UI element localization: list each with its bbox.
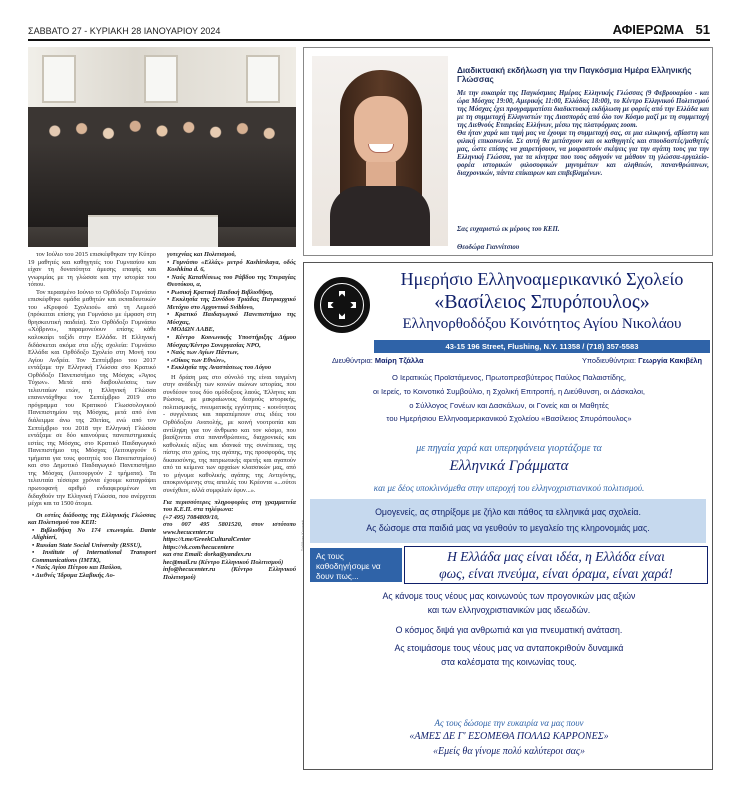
feature-title: Διαδικτυακή εκδήλωση για την Παγκόσμια Ημέρα Ελληνικής Γλώσσας: [457, 66, 692, 85]
article-paragraph: τον Ιούλιο του 2015 επισκέφθηκαν την Κύπρο 19 μαθητές και καθηγητές του Γυμνασίου και είχαν τη δυνατότητα άμεσης επαφής και γνωριμίας με τη γλώσσα και την ιστορία του τόπου.: [28, 251, 156, 289]
greeting-line: του Ημερήσιου Ελληνοαμερικανικού Σχολείου «Βασίλειος Σπυρόπουλος»: [386, 414, 632, 423]
school-address: 43-15 196 Street, Flushing, N.Y. 11358 / (718) 357-5583: [374, 340, 710, 353]
info-line: και στα Email: dorka@yandex.ru: [163, 551, 252, 559]
reverence-line: και με δέος υποκλινόμεθα στην υπεροχή του ελληνοχριστιανικού πολιτισμού.: [373, 483, 645, 493]
info-line: hec@mail.ru (Κέντρο Ελληνικού Πολιτισμού): [163, 558, 284, 566]
greeting-line: οι Ιερείς, το Κοινοτικό Συμβούλιο, η Σχολική Επιτροπή, η Διεύθυνση, οι Δάσκαλοι,: [372, 387, 646, 396]
list-item: • Russian State Social University (RSSU),: [32, 541, 142, 549]
issue-date: ΣΑΒΒΑΤΟ 27 - ΚΥΡΙΑΚΗ 28 ΙΑΝΟΥΑΡΙΟΥ 2024: [28, 26, 221, 36]
values-line: και των ελληνοχριστιανικών μας ιδεωδών.: [427, 605, 591, 615]
school-name-line-2: «Βασίλειος Σπυρόπουλος»: [434, 291, 650, 313]
info-heading: Για περισσότερες πληροφορίες στη γραμματεία του Κ.Ε.Π. στα τηλέφωνα:: [163, 498, 296, 514]
feature-body: [457, 90, 709, 179]
quote-line: Η Ελλάδα μας είναι ιδέα, η Ελλάδα είναι: [447, 549, 665, 564]
list-item: • Γυμνάσιο «Ελλάς» μετρό Kashirskaya, οδός Koshkina d. 6,: [167, 258, 296, 274]
school-advertisement: [303, 262, 713, 770]
values-line: στα καλέσματα της κοινωνίας τους.: [441, 657, 577, 667]
school-name-line-3: Ελληνορθοδόξου Κοινότητος Αγίου Νικολάου: [402, 316, 682, 332]
photo-crowd: [28, 107, 296, 227]
list-item: • Διεθνές Ίδρυμα Σλαβικής Λο-: [32, 571, 115, 579]
group-photo: [28, 47, 296, 247]
school-name-line-1: Ημερήσιο Ελληνοαμερικανικό Σχολείο: [400, 269, 684, 289]
closing-line: Ας τους δώσομε την ευκαιρία να μας πουν: [434, 718, 584, 728]
greeting-line: Ο Ιερατικώς Προϊστάμενος, Πρωτοπρεσβύτερος Παύλος Παλαιστίδης,: [391, 373, 627, 382]
section-header: [613, 22, 710, 37]
closing-translation: «Εμείς θα γίνομε πολύ καλύτεροι σας»: [433, 746, 585, 757]
photo-window: [144, 55, 178, 103]
school-seal-icon: [314, 277, 370, 333]
greeting-line: ο Σύλλογος Γονέων και Δασκάλων, οι Γονείς και οι Μαθητές: [409, 401, 609, 410]
feature-thanks: Σας ευχαριστώ εκ μέρους του ΚΕΠ.: [457, 226, 560, 233]
section-title: ΑΦΙΕΡΩΜΑ: [612, 22, 684, 37]
centers-heading: Οι εστίες διάδοσης της Ελληνικής Γλώσσας και Πολιτισμού του ΚΕΠ:: [28, 511, 156, 527]
info-line: στο 007 495 5801520, στον ιστότοπο www.hecucenter.ru: [163, 521, 296, 536]
appeal-line: Ομογενείς, ας στηρίξομε με ζήλο και πάθος τα ελληνικά μας σχολεία.: [375, 507, 641, 517]
greek-letters-heading: Ελληνικά Γράμματα: [449, 458, 569, 474]
values-line: Ας κάνομε τους νέους μας κοινωνούς των προγονικών μας αξιών: [382, 591, 636, 601]
appeal-box: [310, 499, 706, 543]
feature-paragraph: Θα ήταν χαρά και τιμή μας να έχουμε τη συμμετοχή σας, σε μια ειλικρινή, αβίαστη και φιλική επικοινωνία. Σε αυτή θα μετάσχουν και οι καθηγητές και σπουδαστές/μαθητές μας, ώστε επίσης να χαιρετήσουν, να μοιραστούν σκέψεις για την αγάπη τους για την Ελληνική Γλώσσα, για τα κίνητρα που τους οδηγούν να μάθουν τη γλώσσα-εργαλείο-φορέα ιστορικών φιλοσοφικών μηνυμάτων και αληθειών, πανανθρώπινων, διαχρονικών, πάντα επίκαιρων και επιβεβλημένων.: [457, 130, 709, 178]
photo-window: [42, 55, 76, 103]
info-line: info@hecucenter.ru (Κέντρο Ελληνικού Πολιτισμού): [163, 566, 296, 581]
list-item: • Ναός Καταθέσεως του Ράβδου της Υπεραγίας Θεοτόκου, α,: [167, 273, 296, 289]
director-name: Μαίρη Τζάλλα: [374, 356, 424, 365]
portrait-face: [354, 96, 408, 166]
list-item: • Κέντρο Κοινωνικής Υποστήριξης Δήμου Μόσχας/Κέντρο Συνεργασίας ΝΡΟ,: [167, 334, 296, 349]
article-column-2: [163, 251, 296, 582]
list-item: • Ναός των Αγίων Πάντων,: [167, 349, 239, 357]
list-item: • Ρωσική Κρατική Παιδική Βιβλιοθήκη,: [167, 288, 274, 296]
values-line: Ας ετοιμάσομε τους νέους μας να ανταποκριθούν δυναμικά: [394, 643, 624, 653]
photo-window: [246, 55, 280, 103]
list-item: • Εκκλησία της Αναστάσεως του Λόγου: [167, 364, 272, 372]
celebration-line: με πηγαία χαρά και υπερηφάνεια γιορτάζομε τα: [416, 443, 602, 454]
info-line: https://vk.com/hecucentere: [163, 543, 234, 551]
page-number: 51: [695, 22, 710, 37]
list-item: • Institute of International Transport Communications (IMTK),: [32, 549, 156, 564]
article-column-1: [28, 251, 156, 580]
director-label: Διευθύντρια:: [332, 356, 373, 365]
deputy-name: Γεωργία Κακιβέλη: [638, 356, 702, 365]
list-item: γοτεχνίας και Πολιτισμού,: [167, 251, 237, 258]
greece-quote: [404, 546, 708, 584]
article-paragraph: Η δράση μας στο σύνολό της είναι ταγμένη στην ανάδειξη των κοινών αιώνων ιστορίας, που συνδέουν τους δύο ομόδοξους λαούς, Έλληνες και Ρώσους, με μακραίωνους δεσμούς ιστορικής, πολιτισμικής, πνευματικής εγγύτητας - κοινότητας - συγγένειας και παραπέμπουν στις ιδέες του Ορθόδοξου Ανατολής, με κοινή νοοτροπία και αντίληψη για τον άνθρωπο και τον κόσμο, που βασίζονται στα πανανθρώπινες, διαχρονικές και καθολικές αξίες και ιδανικά της συνέπειας, της πίστης στο χρέος, της αγάπης, της προσφοράς, της δικαιοσύνης, της πατριωτικής αρετής και αγαπούν από τα κείμενα των αρχαίων κλασσικών μας, από το μήνυμα καθολικής αγάπης της Αντιγόνης, αποκρινόμενης στις απειλές του Κρέοντα «...ούτοι συνέχθειν, αλλά συμφιλείν έφυν...».: [163, 373, 296, 494]
header-rule: [28, 39, 710, 41]
list-item: • Κρατικό Παιδαγωγικό Πανεπιστήμιο της Μόσχας,: [167, 311, 296, 326]
portrait-clothing: [330, 186, 430, 246]
list-item: • Εκκλησία της Συνόδου Τριάδας Πατριαρχικό Μετόχιο στο Αρχοντικό Sviblovo,: [167, 296, 296, 311]
feature-signature: Θεοδώρα Γιαννίτσιου: [457, 244, 520, 251]
list-item: • Ναός Αγίου Πέτρου και Παύλου,: [32, 564, 122, 572]
info-line: (+7 495) 7084809/10,: [163, 513, 220, 521]
feature-paragraph: Με την ευκαιρία της Παγκόσμιας Ημέρας Ελληνικής Γλώσσας (9 Φεβρουαρίου - και ώρα Μόσχας 19:00, Αμερικής 11:00, Ελλάδας 18:00), το Κέντρο Ελληνικού Πολιτισμού της Μόσχας έχει προγραμματίσει διαδικτυακή εκδήλωση με φορείς από την Ελλάδα και με τη συμμετοχή Ελληνιστών της Διασποράς από όλο τον Κόσμο μαζί με τη συμμετοχή της Διεθνούς Εταιρείας Ελλήνων, μέσω της πλατφόρμας zoom.: [457, 90, 709, 130]
deputy-line: [582, 356, 702, 365]
list-item: • Βιβλιοθήκη Νο 174 επωνυμία. Dante Alighieri,: [32, 526, 156, 542]
values-line: Ο κόσμος διψά για ανθρωπιά και για πνευματική ανάταση.: [395, 625, 623, 635]
list-item: • «Οίκος των Εθνών»,: [167, 356, 226, 364]
info-line: https://t.me/GreekCulturalCenter: [163, 536, 251, 544]
author-portrait: [312, 56, 448, 246]
closing-motto: «ΑΜΕΣ ΔΕ Γ' ΕΣΟΜΕΘΑ ΠΟΛΛΩ ΚΑΡΡΟΝΕΣ»: [409, 731, 609, 742]
feature-box: [303, 47, 713, 256]
appeal-line: Ας δώσομε στα παιδιά μας να γευθούν το μεγαλείο της κληρονομιάς μας.: [366, 523, 650, 533]
article-paragraph: Τον περασμένο Ιούνιο το Ορθόδοξο Γυμνάσιο επισκέφθηκε ομάδα μαθητών και εκπαιδευτικών του «Κρυφού Σχολειού» από τη Λεμεσό (πρόκειται επίσης για Γυμνάσιο με έμφαση στη θρησκευτική παιδεία). Στο Ορθόδοξο Γυμνάσιο «Χόβρινο», παραμονεύουν επίσης κάθε καλοκαίρι ταξίδι στην Ελλάδα. Η Ελληνική διδάσκεται ακόμα στα εξής σχολεία: Γυμνάσιο Ελλάδα και Ορθόδοξο Σχολείο στη Μονή του Αγίου Ανδρέα. Τον Σεπτέμβριο του 2017 εντάξαμε την Ελληνική Γλώσσα στο Κρατικό Ορθόδοξο Πανεπιστήμιο της Μόσχας «Άγιος Τύχων». Μετά από διαβουλεύσεις των τελευταίων ετών, η Ελληνική Γλώσσα επανεντάχθηκε τον Σεπτέμβριο 2019 στο πρόγραμμα του Κρατικού Γλωσσολογικού Πανεπιστημίου της Μόσχας, μετά από ένα διάλειμμα άνω της 20ετίας, ενώ από τον Σεπτέμβριο του 2018 την Ελληνική Γλώσσα εντάξαμε σε δύο καινούριες πανεπιστημιακές εστίες της Μόσχας, στο Κρατικό Παιδαγωγικό Πανεπιστήμιο της Μόσχας (λειτουργούν 6 τμήματα για τους φοιτητές του Πανεπιστημίου) και στο Δημοτικό Παιδαγωγικό Πανεπιστήμιο της Μόσχας (λειτουργούν 2 τμήματα). Τα τελευταία τέσσερα χρόνια έχουμε καταγράψει πρωτοφανή αριθμό ενδιαφερομένων να διδαχθούν την Ελληνική Γλώσσα, που ανέρχεται μέχρι και τα 1500 άτομα.: [28, 288, 156, 508]
photo-table: [88, 215, 218, 247]
deputy-label: Υποδιευθύντρια:: [581, 356, 637, 365]
guide-tag: Ας τους καθοδηγήσομε να δουν πως...: [310, 548, 402, 582]
staff-line: [332, 356, 702, 365]
quote-line: φως, είναι πνεύμα, είναι όραμα, είναι χαρά!: [439, 566, 673, 581]
list-item: • ΜΟΔΩΝ ΛΑΒΕ,: [167, 326, 215, 334]
